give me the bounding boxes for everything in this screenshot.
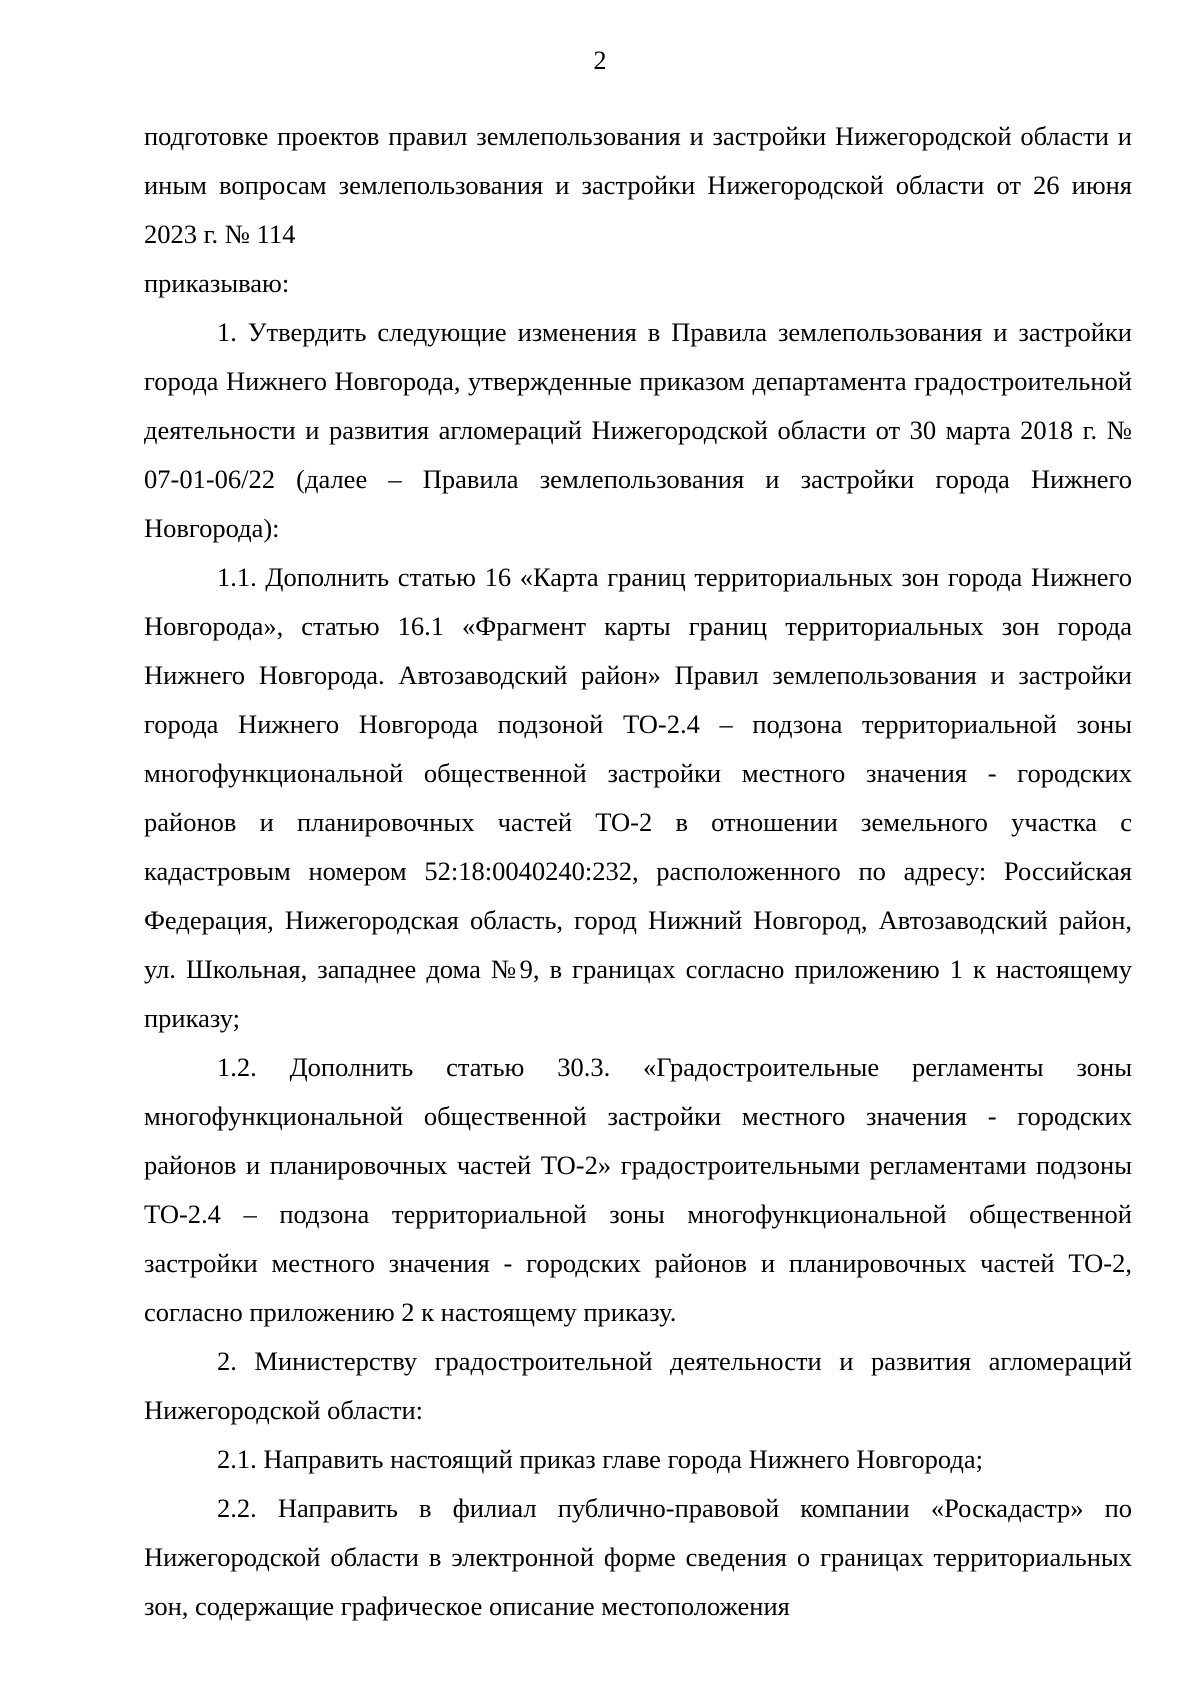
paragraph-item-1: 1. Утвердить следующие изменения в Правила землепользования и застройки города Нижнего Новгорода, утвержденные приказом департамента градостроительной деятельности и развития агломераций Нижегородской области от 30 марта 2018 г. № 07-01-06/22 (далее – Правила землепользования и застройки города Нижнего Новгорода): [144, 317, 1132, 543]
paragraph-item-2-2: 2.2. Направить в филиал публично-правовой компании «Роскадастр» по Нижегородской области в электронной форме сведения о границах территориальных зон, содержащие графическое описание местоположения [144, 1493, 1132, 1621]
paragraph-preamble: подготовке проектов правил землепользования и застройки Нижегородской области и иным вопросам землепользования и застройки Нижегородской области от 26 июня 2023 г. № 114 [144, 121, 1132, 249]
paragraph-item-2-1: 2.1. Направить настоящий приказ главе города Нижнего Новгорода; [217, 1444, 983, 1474]
paragraph-order-word: приказываю: [144, 268, 290, 298]
paragraph-item-1-1: 1.1. Дополнить статью 16 «Карта границ территориальных зон города Нижнего Новгорода», статью 16.1 «Фрагмент карты границ территориальных зон города Нижнего Новгорода. Автозаводский район» Правил землепользования и застройки города Нижнего Новгорода подзоной ТО-2.4 – подзона территориальной зоны многофункциональной общественной застройки местного значения - городских районов и планировочных частей ТО-2 в отношении земельного участка с кадастровым номером 52:18:0040240:232, расположенного по адресу: Российская Федерация, Нижегородская область, город Нижний Новгород, Автозаводский район, ул. Школьная, западнее дома №9, в границах согласно приложению 1 к настоящему приказу; [144, 562, 1132, 1033]
paragraph-item-1-2: 1.2. Дополнить статью 30.3. «Градостроительные регламенты зоны многофункциональной общественной застройки местного значения - городских районов и планировочных частей ТО-2» градостроительными регламентами подзоны ТО-2.4 – подзона территориальной зоны многофункциональной общественной застройки местного значения - городских районов и планировочных частей ТО-2, согласно приложению 2 к настоящему приказу. [144, 1052, 1132, 1327]
document-body [144, 112, 1132, 1631]
paragraph-item-2: 2. Министерству градостроительной деятельности и развития агломераций Нижегородской области: [144, 1346, 1132, 1425]
page-number: 2 [593, 46, 607, 75]
